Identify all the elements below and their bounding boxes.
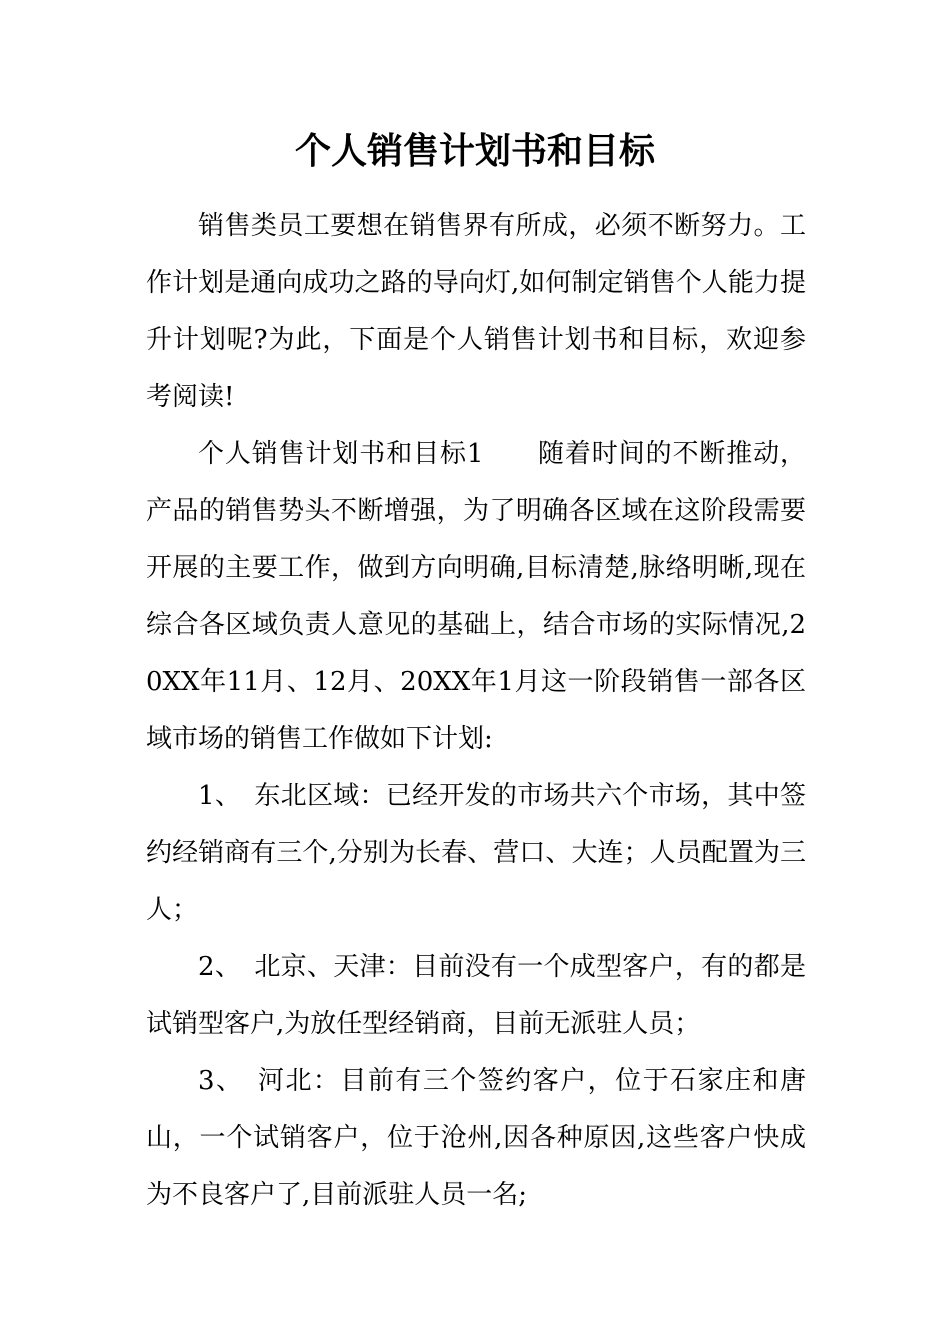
paragraph-northeast: 1、 东北区域：已经开发的市场共六个市场，其中签约经销商有三个,分别为长春、营口、大连；人员配置为三人； xyxy=(146,781,806,925)
document-title: 个人销售计划书和目标 xyxy=(294,131,655,172)
paragraph-plan-1: 个人销售计划书和目标1 随着时间的不断推动，产品的销售势头不断增强，为了明确各区域在这阶段需要开展的主要工作，做到方向明确,目标清楚,脉络明晰,现在综合各区域负责人意见的基础上，结合市场的实际情况,20XX年11月、12月、20XX年1月这一阶段销售一部各区域市场的销售工作做如下计划: xyxy=(146,439,806,754)
paragraph-hebei: 3、 河北：目前有三个签约客户，位于石家庄和唐山，一个试销客户，位于沧州,因各种原因,这些客户快成为不良客户了,目前派驻人员一名; xyxy=(146,1066,806,1210)
paragraph-intro: 销售类员工要想在销售界有所成，必须不断努力。工作计划是通向成功之路的导向灯,如何制定销售个人能力提升计划呢?为此，下面是个人销售计划书和目标，欢迎参考阅读! xyxy=(146,211,806,412)
document-body xyxy=(146,198,806,1224)
paragraph-beijing-tianjin: 2、 北京、天津：目前没有一个成型客户，有的都是试销型客户,为放任型经销商，目前无派驻人员； xyxy=(146,952,806,1039)
